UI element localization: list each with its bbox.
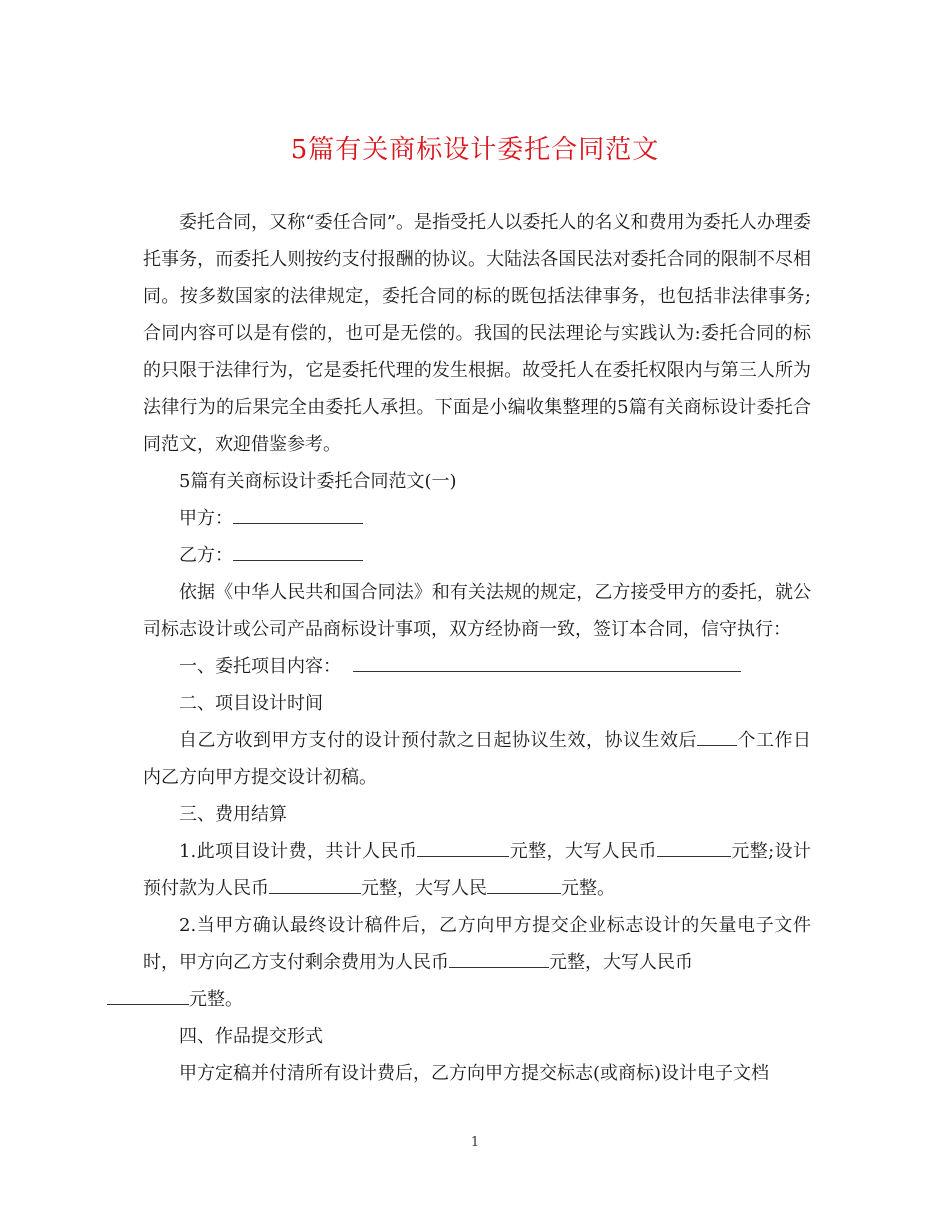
- basis-paragraph: 依据《中华人民共和国合同法》和有关法规的规定，乙方接受甲方的委托，就公司标志设计或公司产品商标设计事项，双方经协商一致，签订本合同，信守执行：: [143, 582, 811, 640]
- section-2-paragraph: [143, 722, 811, 796]
- fee-amount-blank: [417, 838, 509, 857]
- item-1-text-e: 元整。: [561, 878, 615, 899]
- section-2-text-b: 个工作日内乙方向甲方提交设计初稿。: [143, 730, 811, 788]
- section-1-heading: 一、委托项目内容：: [179, 656, 341, 677]
- party-a-label: 甲方：: [179, 508, 233, 529]
- item-1-text-c: 元整;设计预付款为人民币: [143, 841, 811, 899]
- party-b-blank: [233, 542, 363, 561]
- fee-words-blank: [657, 838, 731, 857]
- party-b-line: [143, 537, 811, 574]
- item-1-text-d: 元整，大写人民: [361, 878, 487, 899]
- section-4-paragraph: 甲方定稿并付清所有设计费后，乙方向甲方提交标志(或商标)设计电子文档: [179, 1063, 770, 1084]
- intro-paragraph: 委托合同，又称“委任合同”。是指受托人以委托人的名义和费用为委托人办理委托事务，而委托人则按约支付报酬的协议。大陆法各国民法对委托合同的限制不尽相同。按多数国家的法律规定，委托合同的标的既包括法律事务，也包括非法律事务;合同内容可以是有偿的，也可是无偿的。我国的民法理论与实践认为:委托合同的标的只限于法律行为，它是委托代理的发生根据。故受托人在委托权限内与第三人所为法律行为的后果完全由委托人承担。下面是小编收集整理的5篇有关商标设计委托合同范文，欢迎借鉴参考。: [143, 212, 811, 455]
- prepay-words-blank: [487, 875, 561, 894]
- workdays-blank: [697, 727, 737, 746]
- item-2-text-b: 元整，大写人民币: [549, 952, 693, 973]
- section-2-text-a: 自乙方收到甲方支付的设计预付款之日起协议生效，协议生效后: [179, 730, 697, 751]
- document-body: [143, 204, 811, 1092]
- section-1-line: [143, 648, 811, 685]
- item-1-text-a: 1.此项目设计费，共计人民币: [179, 841, 418, 862]
- remaining-amount-blank: [449, 949, 549, 968]
- item-2-text-a: 2.当甲方确认最终设计稿件后，乙方向甲方提交企业标志设计的矢量电子文件时，甲方向乙方支付剩余费用为人民币: [143, 915, 811, 973]
- item-1-paragraph: [143, 833, 811, 907]
- section-4-heading: 四、作品提交形式: [179, 1026, 323, 1047]
- section-1-blank: [353, 653, 741, 672]
- prepay-amount-blank: [269, 875, 361, 894]
- remaining-words-blank: [107, 986, 189, 1005]
- item-2-paragraph: [143, 907, 811, 1018]
- party-a-blank: [233, 505, 363, 524]
- party-b-label: 乙方：: [179, 545, 233, 566]
- page-number: 1: [470, 1135, 480, 1150]
- document-title: 5篇有关商标设计委托合同范文: [290, 135, 660, 165]
- section-2-heading: 二、项目设计时间: [179, 693, 323, 714]
- contract-subtitle: 5篇有关商标设计委托合同范文(一): [179, 471, 457, 492]
- party-a-line: [143, 500, 811, 537]
- item-1-text-b: 元整，大写人民币: [509, 841, 657, 862]
- section-3-heading: 三、费用结算: [179, 804, 287, 825]
- item-2-text-c: 元整。: [189, 989, 243, 1010]
